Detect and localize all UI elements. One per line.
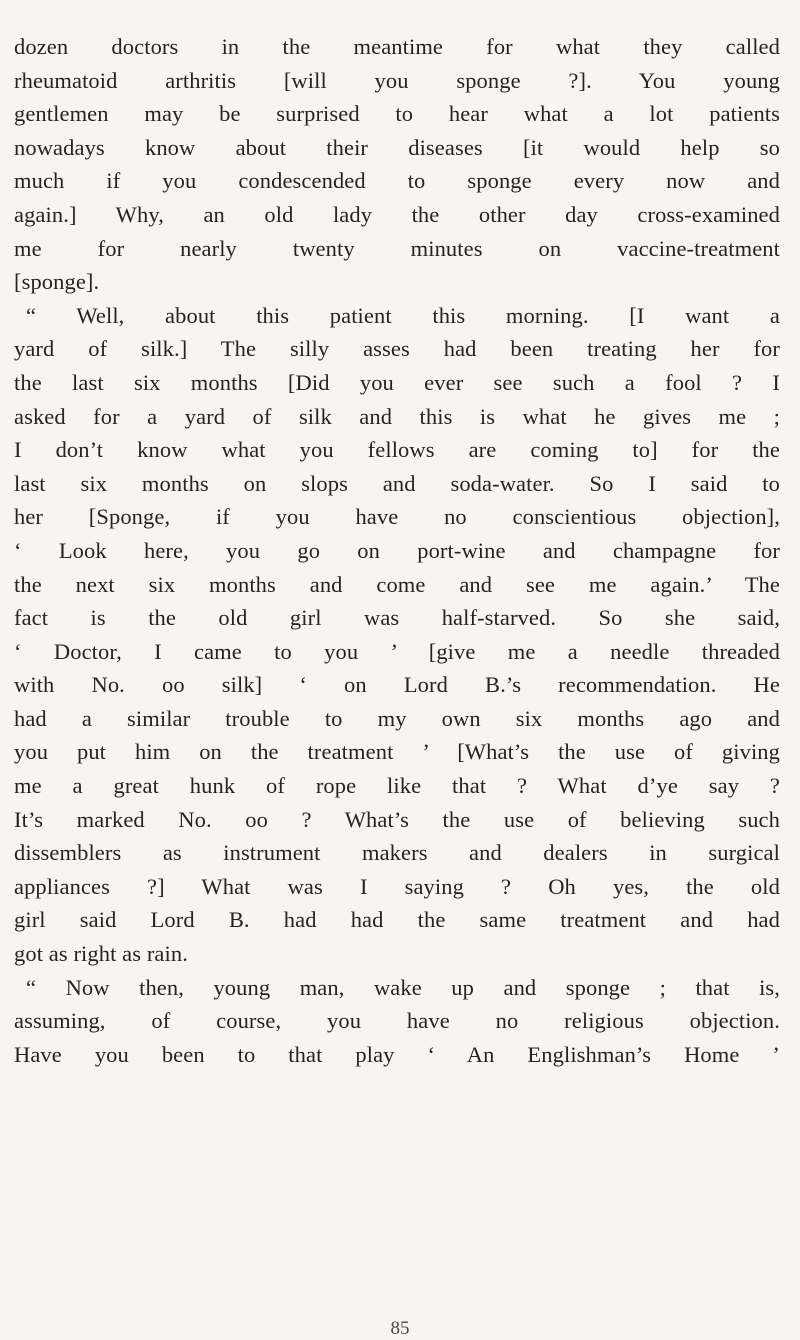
text-line: rheumatoid arthritis [will you sponge ?]. You young <box>14 67 780 93</box>
body-text <box>14 30 780 1071</box>
text-line: It’s marked No. oo ? What’s the use of believing such <box>14 806 780 832</box>
document-page <box>14 30 780 1071</box>
text-line: dissemblers as instrument makers and dealers in surgical <box>14 840 780 866</box>
text-line: got as right as rain. <box>14 941 188 967</box>
text-line: [sponge]. <box>14 269 100 295</box>
text-line: me for nearly twenty minutes on vaccine-treatment <box>14 235 780 261</box>
text-line: the last six months [Did you ever see such a fool ? I <box>14 369 780 395</box>
text-line: nowadays know about their diseases [it would help so <box>14 134 780 160</box>
text-line: I don’t know what you fellows are coming to] for the <box>14 437 780 463</box>
text-line: “ Well, about this patient this morning. [I want a <box>26 302 780 328</box>
page-number: 85 <box>390 1318 410 1339</box>
text-line: yard of silk.] The silly asses had been treating her for <box>14 336 780 362</box>
text-line: me a great hunk of rope like that ? What d’ye say ? <box>14 773 780 799</box>
text-line: gentlemen may be surprised to hear what a lot patients <box>14 101 780 127</box>
text-line: again.] Why, an old lady the other day cross-examined <box>14 201 780 227</box>
text-line: last six months on slops and soda-water. So I said to <box>14 470 780 496</box>
text-line: ‘ Look here, you go on port-wine and champagne for <box>14 537 780 563</box>
text-line: with No. oo silk] ‘ on Lord B.’s recommendation. He <box>14 672 780 698</box>
text-line: ‘ Doctor, I came to you ’ [give me a needle threaded <box>14 638 780 664</box>
text-line: fact is the old girl was half-starved. So she said, <box>14 605 780 631</box>
text-line: you put him on the treatment ’ [What’s the use of giving <box>14 739 780 765</box>
text-line: girl said Lord B. had had the same treatment and had <box>14 907 780 933</box>
text-line: appliances ?] What was I saying ? Oh yes, the old <box>14 873 780 899</box>
text-line: the next six months and come and see me again.’ The <box>14 571 780 597</box>
text-line: “ Now then, young man, wake up and sponge ; that is, <box>26 974 780 1000</box>
text-line: asked for a yard of silk and this is what he gives me ; <box>14 403 780 429</box>
text-line: dozen doctors in the meantime for what they called <box>14 34 780 59</box>
text-line: much if you condescended to sponge every now and <box>14 168 780 194</box>
text-line: Have you been to that play ‘ An Englishman’s Home ’ <box>14 1041 780 1067</box>
text-line: assuming, of course, you have no religious objection. <box>14 1008 780 1034</box>
text-line: her [Sponge, if you have no conscientious objection], <box>14 504 780 530</box>
text-line: had a similar trouble to my own six months ago and <box>14 705 780 731</box>
